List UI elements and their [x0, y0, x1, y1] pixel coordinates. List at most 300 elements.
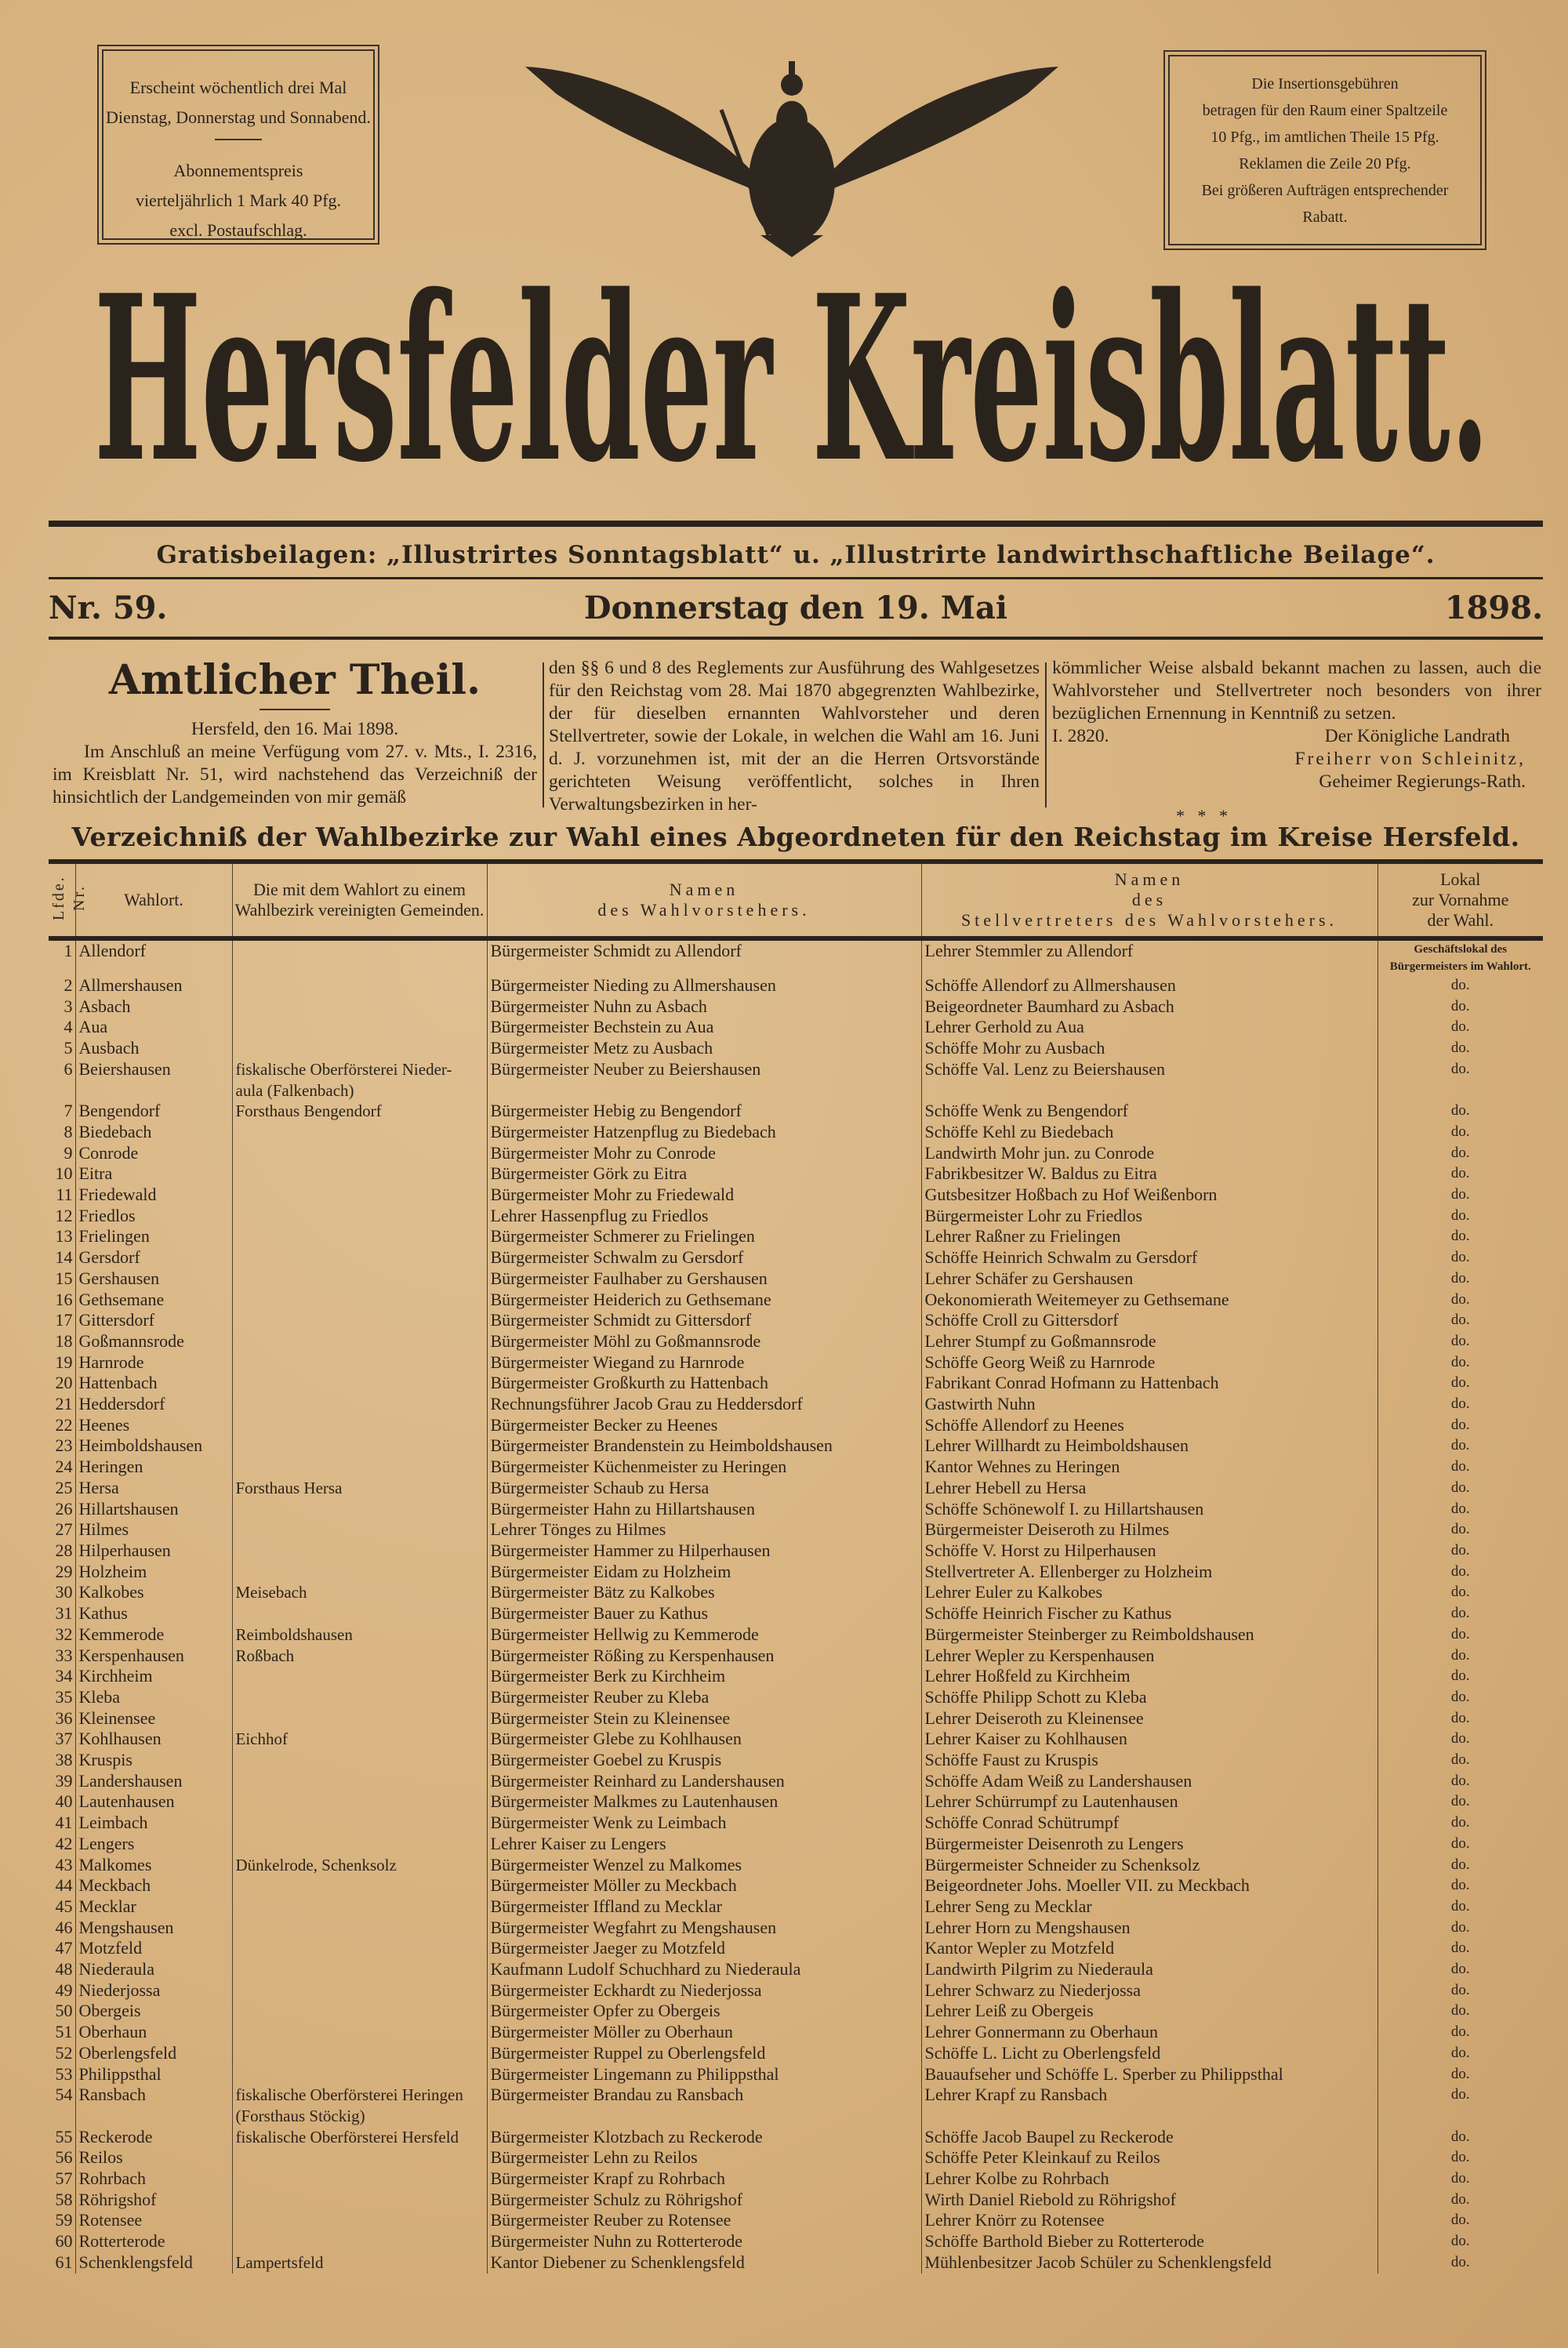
stellvertreter-cell: Lehrer Schürrumpf zu Lautenhausen [921, 1791, 1377, 1813]
wahllokal-cell: do. [1377, 1457, 1543, 1478]
vereinigte-gemeinden-cell [232, 1268, 487, 1290]
wahlort-cell: Motzfeld [75, 1938, 232, 1959]
publication-schedule: Erscheint wöchentlich drei Mal [129, 78, 347, 97]
table-row [49, 1875, 1543, 1896]
header-stellvertreter: Namen des Stellvertreters des Wahlvorstehers. [921, 862, 1377, 938]
rates-line: Bei größeren Aufträgen entsprechender [1201, 182, 1449, 199]
row-number-cell: 22 [55, 1414, 73, 1435]
wahllokal-cell: do. [1377, 2022, 1543, 2043]
wahlvorsteher-cell: Bürgermeister Hebig zu Bengendorf [487, 1101, 921, 1122]
wahlvorsteher-cell: Bürgermeister Malkmes zu Lautenhausen [487, 1791, 921, 1813]
wahllokal-cell: do. [1377, 1415, 1543, 1436]
vereinigte-gemeinden-cell [232, 2001, 487, 2022]
stellvertreter-cell: Bürgermeister Deisenroth zu Lengers [921, 1834, 1377, 1855]
wahllokal-cell: do. [1377, 2252, 1543, 2274]
article-column-1 [53, 657, 537, 809]
wahllokal-cell: do. [1377, 1708, 1543, 1729]
stellvertreter-cell: Schöffe V. Horst zu Hilperhausen [921, 1541, 1377, 1562]
vereinigte-gemeinden-cell [232, 1373, 487, 1394]
stellvertreter-cell: Schöffe Croll zu Gittersdorf [921, 1310, 1377, 1331]
vereinigte-gemeinden-cell: Lampertsfeld [232, 2252, 487, 2274]
wahlvorsteher-cell: Bürgermeister Hahn zu Hillartshausen [487, 1499, 921, 1520]
row-number-cell: 8 [64, 1121, 73, 1141]
row-number-cell: 45 [55, 1896, 73, 1916]
wahllokal-cell: do. [1377, 1017, 1543, 1038]
stellvertreter-cell: Lehrer Willhardt zu Heimboldshausen [921, 1435, 1377, 1457]
vereinigte-gemeinden-cell [232, 1331, 487, 1352]
header-lokal: Lokal zur Vornahme der Wahl. [1377, 862, 1543, 938]
table-row [49, 2127, 1543, 2148]
vereinigte-gemeinden-cell [232, 1918, 487, 1939]
wahllokal-cell: do. [1377, 1519, 1543, 1541]
stellvertreter-cell: Schöffe Heinrich Schwalm zu Gersdorf [921, 1247, 1377, 1268]
table-row [49, 1813, 1543, 1834]
vereinigte-gemeinden-cell [232, 1519, 487, 1541]
wahlort-cell: Reilos [75, 2147, 232, 2168]
wahlvorsteher-cell: Bürgermeister Reuber zu Rotensee [487, 2210, 921, 2231]
stellvertreter-cell: Schöffe Allendorf zu Allmershausen [921, 975, 1377, 996]
wahlort-cell: Hilmes [75, 1519, 232, 1541]
wahlvorsteher-cell: Bürgermeister Schmidt zu Allendorf [487, 938, 921, 975]
stellvertreter-cell: Lehrer Horn zu Mengshausen [921, 1918, 1377, 1939]
wahllokal-cell: do. [1377, 1101, 1543, 1122]
wahlvorsteher-cell: Bürgermeister Heiderich zu Gethsemane [487, 1290, 921, 1311]
publication-days: Dienstag, Donnerstag und Sonnabend. [106, 107, 371, 127]
wahllokal-cell: do. [1377, 1247, 1543, 1268]
table-row [49, 1687, 1543, 1708]
wahlvorsteher-cell: Bürgermeister Brandau zu Ransbach [487, 2085, 921, 2126]
vereinigte-gemeinden-cell [232, 1038, 487, 1059]
wahllokal-cell: do. [1377, 1582, 1543, 1603]
wahllokal-cell: do. [1377, 1791, 1543, 1813]
vereinigte-gemeinden-cell [232, 975, 487, 996]
wahlvorsteher-cell: Bürgermeister Krapf zu Rohrbach [487, 2168, 921, 2190]
row-number-cell: 31 [55, 1603, 73, 1624]
stellvertreter-cell: Lehrer Wepler zu Kerspenhausen [921, 1646, 1377, 1667]
table-row [49, 2210, 1543, 2231]
wahlort-cell: Heimboldshausen [75, 1435, 232, 1457]
stellvertreter-cell: Schöffe Conrad Schütrumpf [921, 1813, 1377, 1834]
vereinigte-gemeinden-cell [232, 1017, 487, 1038]
vereinigte-gemeinden-cell [232, 1457, 487, 1478]
signature-name: Freiherr von Schleinitz, [1294, 749, 1526, 769]
wahlort-cell: Friedewald [75, 1185, 232, 1206]
vereinigte-gemeinden-cell [232, 1185, 487, 1206]
table-row [49, 1791, 1543, 1813]
wahlort-cell: Lengers [75, 1834, 232, 1855]
reference-number: I. 2820. [1052, 726, 1109, 746]
row-number-cell: 42 [55, 1833, 73, 1853]
stellvertreter-cell: Landwirth Pilgrim zu Niederaula [921, 1959, 1377, 1980]
wahlvorsteher-cell: Bürgermeister Jaeger zu Motzfeld [487, 1938, 921, 1959]
wahlort-cell: Schenklengsfeld [75, 2252, 232, 2274]
row-number-cell: 4 [64, 1017, 73, 1037]
vereinigte-gemeinden-cell [232, 1163, 487, 1185]
wahllokal-cell: do. [1377, 1603, 1543, 1624]
wahllokal-cell: do. [1377, 2085, 1543, 2126]
table-row [49, 1750, 1543, 1771]
table-row [49, 1603, 1543, 1624]
row-number-cell: 17 [55, 1310, 73, 1330]
row-number-cell: 29 [55, 1561, 73, 1581]
vereinigte-gemeinden-cell: Dünkelrode, Schenksolz [232, 1855, 487, 1876]
row-number-cell: 49 [55, 1980, 73, 2000]
rule [49, 577, 1543, 579]
dateline: Hersfeld, den 16. Mai 1898. [191, 719, 399, 739]
table-row [49, 1980, 1543, 2001]
vereinigte-gemeinden-cell [232, 2231, 487, 2252]
table-row [49, 1206, 1543, 1227]
wahlvorsteher-cell: Bürgermeister Brandenstein zu Heimboldshausen [487, 1435, 921, 1457]
wahllokal-cell: do. [1377, 1226, 1543, 1247]
wahlvorsteher-cell: Bürgermeister Großkurth zu Hattenbach [487, 1373, 921, 1394]
table-row [49, 1855, 1543, 1876]
wahlort-cell: Conrode [75, 1143, 232, 1164]
row-number-cell: 33 [55, 1645, 73, 1665]
wahlvorsteher-cell: Bürgermeister Opfer zu Obergeis [487, 2001, 921, 2022]
table-row [49, 1562, 1543, 1583]
row-number-cell: 14 [55, 1247, 73, 1268]
stellvertreter-cell: Lehrer Hoßfeld zu Kirchheim [921, 1666, 1377, 1687]
stellvertreter-cell: Schöffe Philipp Schott zu Kleba [921, 1687, 1377, 1708]
wahlvorsteher-cell: Rechnungsführer Jacob Grau zu Heddersdorf [487, 1394, 921, 1415]
wahlort-cell: Philippsthal [75, 2064, 232, 2085]
vereinigte-gemeinden-cell [232, 1750, 487, 1771]
stellvertreter-cell: Lehrer Euler zu Kalkobes [921, 1582, 1377, 1603]
row-number-cell: 24 [55, 1457, 73, 1477]
wahlort-cell: Reckerode [75, 2127, 232, 2148]
wahlvorsteher-cell: Bürgermeister Becker zu Heenes [487, 1415, 921, 1436]
vereinigte-gemeinden-cell [232, 1310, 487, 1331]
table-row [49, 2231, 1543, 2252]
table-row [49, 1457, 1543, 1478]
wahlvorsteher-cell: Bürgermeister Stein zu Kleinensee [487, 1708, 921, 1729]
wahllokal-cell: Geschäftslokal des Bürgermeisters im Wahlort. [1377, 938, 1543, 975]
eagle-emblem-icon [510, 47, 1074, 259]
table-row [49, 1771, 1543, 1792]
wahlort-cell: Meckbach [75, 1875, 232, 1896]
row-number-cell: 47 [55, 1938, 73, 1958]
table-row [49, 1541, 1543, 1562]
wahlvorsteher-cell: Kantor Diebener zu Schenklengsfeld [487, 2252, 921, 2274]
wahllokal-cell: do. [1377, 1059, 1543, 1101]
wahlort-cell: Oberlengsfeld [75, 2043, 232, 2064]
vereinigte-gemeinden-cell: Forsthaus Bengendorf [232, 1101, 487, 1122]
vereinigte-gemeinden-cell: fiskalische Oberförsterei Hersfeld [232, 2127, 487, 2148]
wahlvorsteher-cell: Bürgermeister Neuber zu Beiershausen [487, 1059, 921, 1101]
table-row [49, 1646, 1543, 1667]
subscription-info-box [102, 49, 375, 240]
stellvertreter-cell: Schöffe Mohr zu Ausbach [921, 1038, 1377, 1059]
table-row [49, 2147, 1543, 2168]
wahlort-cell: Gershausen [75, 1268, 232, 1290]
row-number-cell: 61 [55, 2252, 73, 2272]
wahllokal-cell: do. [1377, 1771, 1543, 1792]
wahlvorsteher-cell: Bürgermeister Hatzenpflug zu Biedebach [487, 1122, 921, 1143]
wahllokal-cell: do. [1377, 1310, 1543, 1331]
row-number-cell: 40 [55, 1791, 73, 1812]
wahlvorsteher-cell: Bürgermeister Schwalm zu Gersdorf [487, 1247, 921, 1268]
row-number-cell: 46 [55, 1917, 73, 1937]
wahllokal-cell: do. [1377, 2147, 1543, 2168]
wahllokal-cell: do. [1377, 1562, 1543, 1583]
advertising-rates-box [1168, 55, 1482, 245]
stellvertreter-cell: Schöffe Jacob Baupel zu Reckerode [921, 2127, 1377, 2148]
wahlort-cell: Kohlhausen [75, 1729, 232, 1750]
wahllokal-cell: do. [1377, 1875, 1543, 1896]
wahlort-cell: Lautenhausen [75, 1791, 232, 1813]
wahllokal-cell: do. [1377, 1834, 1543, 1855]
wahlort-cell: Harnrode [75, 1352, 232, 1374]
row-number-cell: 11 [56, 1185, 73, 1205]
table-row [49, 1834, 1543, 1855]
wahllokal-cell: do. [1377, 1959, 1543, 1980]
stellvertreter-cell: Lehrer Gerhold zu Aua [921, 1017, 1377, 1038]
wahllokal-cell: do. [1377, 1394, 1543, 1415]
row-number-cell: 57 [55, 2168, 73, 2189]
wahllokal-cell: do. [1377, 975, 1543, 996]
wahllokal-cell: do. [1377, 1813, 1543, 1834]
stellvertreter-cell: Schöffe Heinrich Fischer zu Kathus [921, 1603, 1377, 1624]
vereinigte-gemeinden-cell [232, 1352, 487, 1374]
vereinigte-gemeinden-cell [232, 1499, 487, 1520]
wahlvorsteher-cell: Bürgermeister Reinhard zu Landershausen [487, 1771, 921, 1792]
supplements-line: Gratisbeilagen: „Illustrirtes Sonntagsblatt“ u. „Illustrirte landwirthschaftliche Beilage“. [156, 541, 1436, 569]
table-row [49, 2252, 1543, 2274]
table-row [49, 1896, 1543, 1918]
table-row [49, 1582, 1543, 1603]
table-row [49, 2168, 1543, 2190]
wahllokal-cell: do. [1377, 1624, 1543, 1646]
stellvertreter-cell: Lehrer Kaiser zu Kohlhausen [921, 1729, 1377, 1750]
wahlort-cell: Niederjossa [75, 1980, 232, 2001]
row-number-cell: 16 [55, 1289, 73, 1309]
wahlvorsteher-cell: Bürgermeister Schmerer zu Frielingen [487, 1226, 921, 1247]
wahlvorsteher-cell: Bürgermeister Möhl zu Goßmannsrode [487, 1331, 921, 1352]
wahlort-cell: Bengendorf [75, 1101, 232, 1122]
subscription-price: vierteljährlich 1 Mark 40 Pfg. [135, 191, 342, 210]
wahllokal-cell: do. [1377, 1352, 1543, 1374]
table-row [49, 1394, 1543, 1415]
issue-date: Donnerstag den 19. Mai [583, 590, 1008, 626]
wahllokal-cell: do. [1377, 2168, 1543, 2190]
wahlort-cell: Frielingen [75, 1226, 232, 1247]
wahlvorsteher-cell: Bürgermeister Nuhn zu Asbach [487, 996, 921, 1018]
wahllokal-cell: do. [1377, 1687, 1543, 1708]
wahllokal-cell: do. [1377, 1896, 1543, 1918]
stellvertreter-cell: Schöffe Schönewolf I. zu Hillartshausen [921, 1499, 1377, 1520]
table-row [49, 1624, 1543, 1646]
stellvertreter-cell: Lehrer Schwarz zu Niederjossa [921, 1980, 1377, 2001]
row-number-cell: 51 [55, 2022, 73, 2042]
wahlort-cell: Mecklar [75, 1896, 232, 1918]
wahlort-cell: Heringen [75, 1457, 232, 1478]
row-number-cell: 30 [55, 1582, 73, 1602]
table-header-row [49, 862, 1543, 938]
wahlort-cell: Heddersdorf [75, 1394, 232, 1415]
row-number-cell: 59 [55, 2210, 73, 2230]
vereinigte-gemeinden-cell [232, 1122, 487, 1143]
table-row [49, 2064, 1543, 2085]
row-number-cell: 26 [55, 1498, 73, 1519]
stellvertreter-cell: Kantor Wepler zu Motzfeld [921, 1938, 1377, 1959]
section-heading: Amtlicher Theil. [108, 656, 481, 704]
wahlort-cell: Hillartshausen [75, 1499, 232, 1520]
stellvertreter-cell: Schöffe Georg Weiß zu Harnrode [921, 1352, 1377, 1374]
vereinigte-gemeinden-cell [232, 1541, 487, 1562]
row-number-cell: 21 [55, 1394, 73, 1414]
wahlvorsteher-cell: Bürgermeister Wenzel zu Malkomes [487, 1855, 921, 1876]
table-row [49, 1478, 1543, 1499]
wahlort-cell: Hilperhausen [75, 1541, 232, 1562]
row-number-cell: 6 [64, 1058, 73, 1079]
row-number-cell: 19 [55, 1352, 73, 1372]
stellvertreter-cell: Lehrer Krapf zu Ransbach [921, 2085, 1377, 2126]
row-number-cell: 34 [55, 1666, 73, 1686]
vereinigte-gemeinden-cell: fiskalische Oberförsterei Nieder- aula (Falkenbach) [232, 1059, 487, 1101]
row-number-cell: 5 [64, 1038, 73, 1058]
vereinigte-gemeinden-cell: Forsthaus Hersa [232, 1478, 487, 1499]
row-number-cell: 1 [64, 941, 73, 960]
wahlvorsteher-cell: Lehrer Kaiser zu Lengers [487, 1834, 921, 1855]
wahllokal-cell: do. [1377, 1541, 1543, 1562]
vereinigte-gemeinden-cell [232, 1666, 487, 1687]
column-divider [543, 662, 544, 807]
wahlort-cell: Kleba [75, 1687, 232, 1708]
stellvertreter-cell: Lehrer Hebell zu Hersa [921, 1478, 1377, 1499]
row-number-cell: 9 [64, 1142, 73, 1163]
table-row [49, 1708, 1543, 1729]
table-row [49, 1226, 1543, 1247]
wahllokal-cell: do. [1377, 1143, 1543, 1164]
wahlvorsteher-cell: Bürgermeister Iffland zu Mecklar [487, 1896, 921, 1918]
rates-line: 10 Pfg., im amtlichen Theile 15 Pfg. [1210, 129, 1439, 146]
table-row [49, 1499, 1543, 1520]
wahlort-cell: Niederaula [75, 1959, 232, 1980]
signature-rank: Geheimer Regierungs-Rath. [1319, 771, 1526, 792]
wahlvorsteher-cell: Bürgermeister Wegfahrt zu Mengshausen [487, 1918, 921, 1939]
row-number-cell: 3 [64, 996, 73, 1016]
wahlvorsteher-cell: Bürgermeister Eckhardt zu Niederjossa [487, 1980, 921, 2001]
stellvertreter-cell: Kantor Wehnes zu Heringen [921, 1457, 1377, 1478]
table-row [49, 1310, 1543, 1331]
wahlvorsteher-cell: Bürgermeister Reuber zu Kleba [487, 1687, 921, 1708]
vereinigte-gemeinden-cell [232, 1708, 487, 1729]
article-column-2: den §§ 6 und 8 des Reglements zur Ausführung des Wahlgesetzes für den Reichstag vom 28. Mai 1870 abgegrenzten Wahlbezirke, der für dieselben ernannten Wahlvorsteher und deren Stellvertreter, sowie der Lokale, in welchen die Wahl am 16. Juni d. J. vorzunehmen ist, mit der an die Herren Ortsvorstände gerichteten Weisung veröffentlicht, solches in Ihren Verwaltungsbezirken in her- [549, 658, 1040, 815]
wahlvorsteher-cell: Bürgermeister Rößing zu Kerspenhausen [487, 1646, 921, 1667]
table-row [49, 996, 1543, 1018]
stellvertreter-cell: Landwirth Mohr jun. zu Conrode [921, 1143, 1377, 1164]
wahlort-cell: Hersa [75, 1478, 232, 1499]
separator-stars: * * * [1176, 806, 1228, 826]
wahllokal-cell: do. [1377, 1038, 1543, 1059]
table-row [49, 1373, 1543, 1394]
stellvertreter-cell: Gutsbesitzer Hoßbach zu Hof Weißenborn [921, 1185, 1377, 1206]
vereinigte-gemeinden-cell [232, 1290, 487, 1311]
wahlort-cell: Malkomes [75, 1855, 232, 1876]
vereinigte-gemeinden-cell [232, 1247, 487, 1268]
wahlort-cell: Leimbach [75, 1813, 232, 1834]
rule [49, 637, 1543, 640]
stellvertreter-cell: Lehrer Raßner zu Frielingen [921, 1226, 1377, 1247]
stellvertreter-cell: Lehrer Leiß zu Obergeis [921, 2001, 1377, 2022]
subscription-label: Abonnementspreis [173, 161, 303, 180]
vereinigte-gemeinden-cell [232, 2210, 487, 2231]
wahllokal-cell: do. [1377, 1185, 1543, 1206]
stellvertreter-cell: Schöffe L. Licht zu Oberlengsfeld [921, 2043, 1377, 2064]
stellvertreter-cell: Beigeordneter Baumhard zu Asbach [921, 996, 1377, 1018]
row-number-cell: 27 [55, 1519, 73, 1540]
header-wahlvorsteher: Namen des Wahlvorstehers. [487, 862, 921, 938]
row-number-cell: 48 [55, 1959, 73, 1980]
wahlort-cell: Asbach [75, 996, 232, 1018]
column-divider [1045, 662, 1047, 807]
vereinigte-gemeinden-cell: Roßbach [232, 1646, 487, 1667]
vereinigte-gemeinden-cell [232, 2147, 487, 2168]
row-number-cell: 35 [55, 1686, 73, 1707]
vereinigte-gemeinden-cell [232, 1875, 487, 1896]
rates-heading: Die Insertionsgebühren [1251, 75, 1399, 93]
wahlort-cell: Oberhaun [75, 2022, 232, 2043]
wahlvorsteher-cell: Bürgermeister Schmidt zu Gittersdorf [487, 1310, 921, 1331]
wahllokal-cell: do. [1377, 1918, 1543, 1939]
newspaper-title [94, 251, 1497, 494]
wahllokal-cell: do. [1377, 2127, 1543, 2148]
row-number-cell: 20 [55, 1373, 73, 1393]
vereinigte-gemeinden-cell [232, 996, 487, 1018]
wahllokal-cell: do. [1377, 1206, 1543, 1227]
stellvertreter-cell: Lehrer Knörr zu Rotensee [921, 2210, 1377, 2231]
wahlort-cell: Kruspis [75, 1750, 232, 1771]
header-number-label: Lfde. Nr. [50, 875, 88, 920]
wahllokal-cell: do. [1377, 996, 1543, 1018]
wahlvorsteher-cell: Bürgermeister Bauer zu Kathus [487, 1603, 921, 1624]
stellvertreter-cell: Gastwirth Nuhn [921, 1394, 1377, 1415]
wahllokal-cell: do. [1377, 2231, 1543, 2252]
vereinigte-gemeinden-cell [232, 1562, 487, 1583]
stellvertreter-cell: Lehrer Deiseroth zu Kleinensee [921, 1708, 1377, 1729]
table-row [49, 1729, 1543, 1750]
wahllokal-cell: do. [1377, 2190, 1543, 2211]
wahlvorsteher-cell: Bürgermeister Görk zu Eitra [487, 1163, 921, 1185]
article-text: kömmlicher Weise alsbald bekannt machen zu lassen, auch die Wahlvorsteher und Stellvertreter noch besonders von ihrer bezüglichen Ernennung in Kenntniß zu setzen. [1052, 658, 1541, 724]
wahllokal-cell: do. [1377, 1938, 1543, 1959]
vereinigte-gemeinden-cell [232, 1959, 487, 1980]
vereinigte-gemeinden-cell [232, 1226, 487, 1247]
row-number-cell: 38 [55, 1750, 73, 1770]
wahllokal-cell: do. [1377, 2001, 1543, 2022]
row-number-cell: 60 [55, 2231, 73, 2252]
vereinigte-gemeinden-cell [232, 1980, 487, 2001]
wahlvorsteher-cell: Bürgermeister Faulhaber zu Gershausen [487, 1268, 921, 1290]
row-number-cell: 2 [64, 975, 73, 995]
row-number-cell: 36 [55, 1707, 73, 1728]
header-number [49, 862, 88, 938]
vereinigte-gemeinden-cell [232, 2043, 487, 2064]
wahlort-cell: Holzheim [75, 1562, 232, 1583]
table-row [49, 1143, 1543, 1164]
wahlort-cell: Gersdorf [75, 1247, 232, 1268]
stellvertreter-cell: Lehrer Kolbe zu Rohrbach [921, 2168, 1377, 2190]
issue-number: Nr. 59. [49, 590, 168, 626]
row-number-cell: 32 [55, 1624, 73, 1644]
wahlvorsteher-cell: Bürgermeister Wenk zu Leimbach [487, 1813, 921, 1834]
table-row [49, 1415, 1543, 1436]
vereinigte-gemeinden-cell [232, 2022, 487, 2043]
row-number-cell: 52 [55, 2042, 73, 2063]
wahlvorsteher-cell: Bürgermeister Mohr zu Conrode [487, 1143, 921, 1164]
wahlort-cell: Kathus [75, 1603, 232, 1624]
